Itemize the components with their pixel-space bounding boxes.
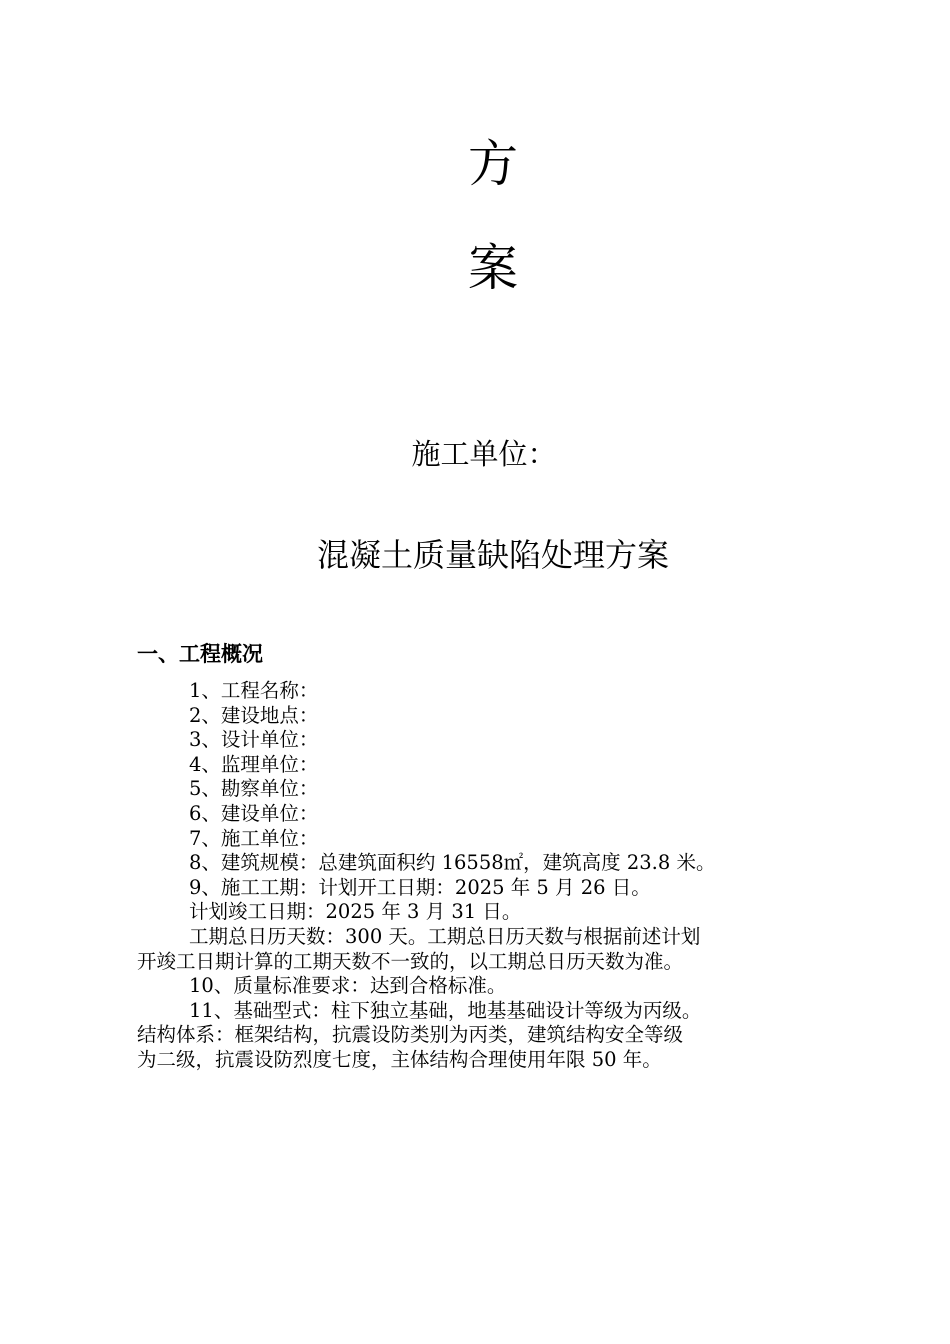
foundation-type-line: 11、基础型式：柱下独立基础，地基基础设计等级为丙级。 [189,998,702,1022]
survey-unit-line: 5、勘察单位： [189,777,319,801]
quality-standard-line: 10、质量标准要求：达到合格标准。 [189,974,507,998]
cover-title-char-1: 方 [468,135,518,193]
building-scale-line: 8、建筑规模：总建筑面积约 16558㎡，建筑高度 23.8 米。 [189,851,716,875]
design-unit-line: 3、设计单位： [189,728,319,752]
section-heading: 一、工程概况 [137,642,263,666]
structure-system-line-continued: 为二级，抗震设防烈度七度，主体结构合理使用年限 50 年。 [137,1047,662,1071]
planned-completion-line: 计划竣工日期：2025 年 3 月 31 日。 [189,900,522,924]
project-overview-body [137,679,867,1073]
supervision-unit-line: 4、监理单位： [189,752,319,776]
total-days-line-continued: 开竣工日期计算的工期天数不一致的，以工期总日历天数为准。 [137,949,684,973]
structure-system-line: 结构体系：框架结构，抗震设防类别为丙类，建筑结构安全等级 [137,1023,684,1047]
project-name-line: 1、工程名称： [189,679,319,702]
document-title: 混凝土质量缺陷处理方案 [316,536,669,574]
contractor-unit-line: 7、施工单位： [189,826,319,850]
total-days-line: 工期总日历天数：300 天。工期总日历天数与根据前述计划 [189,924,701,948]
construction-period-line: 9、施工工期：计划开工日期：2025 年 5 月 26 日。 [189,875,651,899]
owner-unit-line: 6、建设单位： [189,801,319,825]
cover-title-char-2: 案 [468,239,518,297]
construction-site-line: 2、建设地点： [189,703,319,727]
construction-unit-label: 施工单位： [411,437,557,471]
